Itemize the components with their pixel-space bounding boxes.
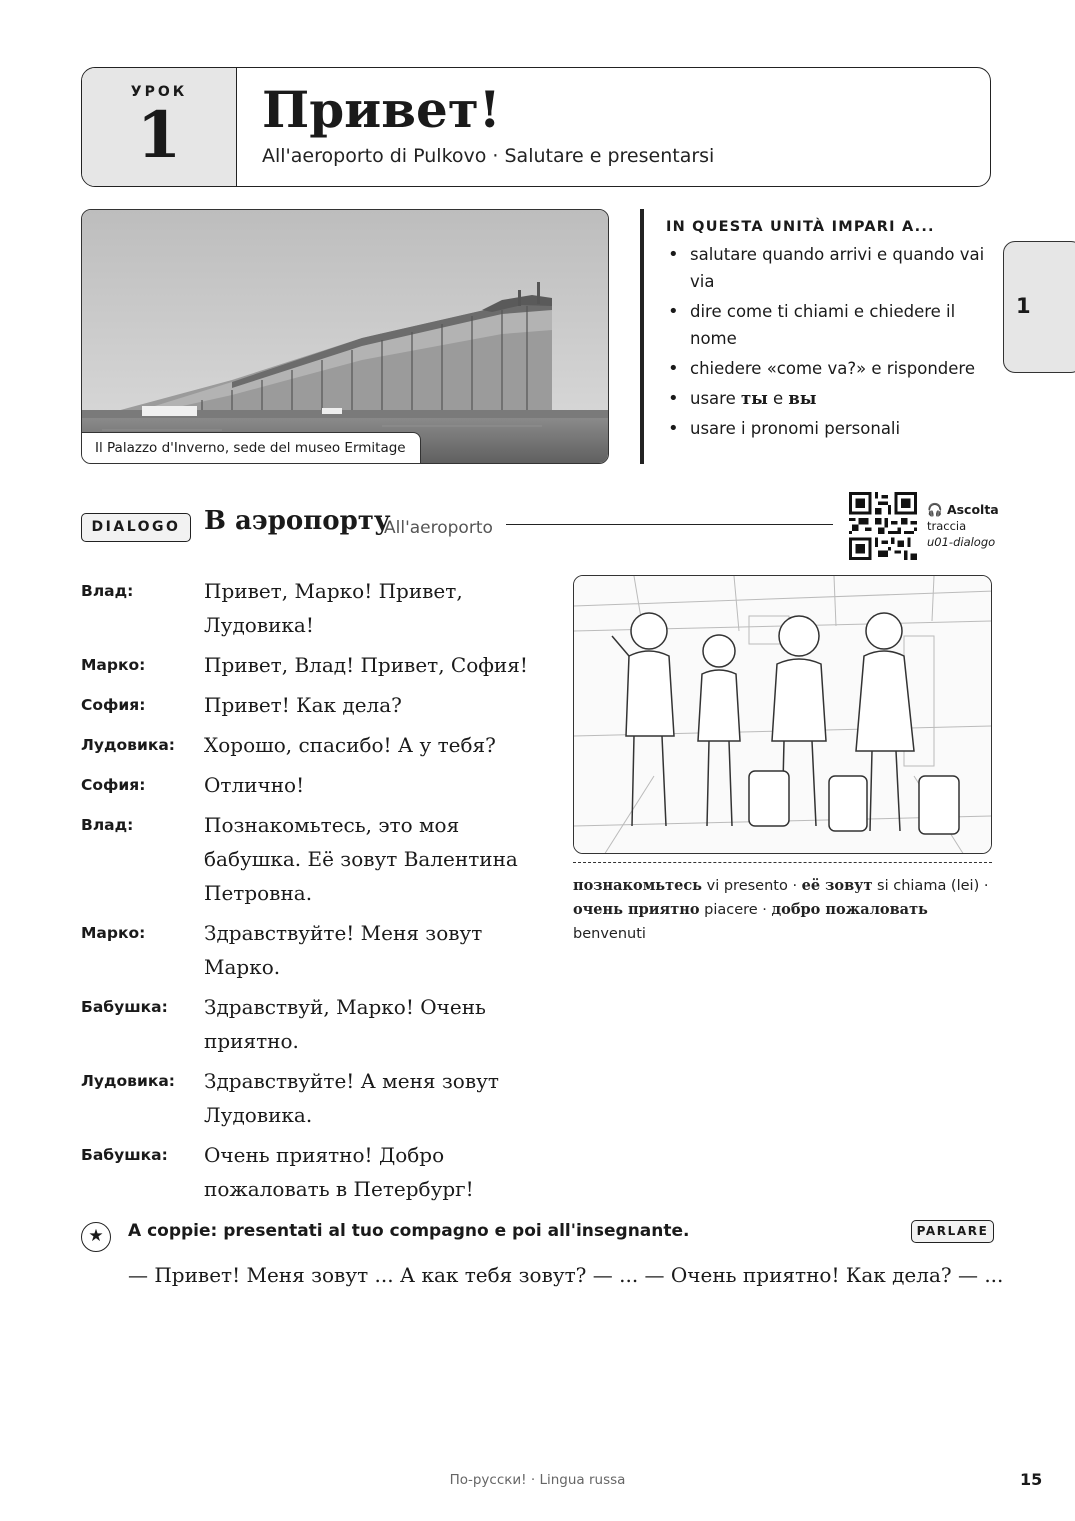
track-id: u01-dialogo <box>927 535 996 549</box>
objective-item: • chiedere «come va?» e rispondere <box>666 355 990 382</box>
dialogue-line: Хорошо, спасибо! А у тебя? <box>204 733 496 757</box>
speaker: Влад: <box>81 582 134 600</box>
exercise-instruction: A coppie: presentati al tuo compagno e poi all'insegnante. <box>128 1221 690 1241</box>
dialogue-subtitle: All'aeroporto <box>384 518 493 538</box>
dialogue-turn <box>81 1138 531 1206</box>
audio-track-info[interactable] <box>927 502 999 550</box>
winter-palace-image <box>82 210 609 464</box>
dialogue-line: Познакомьтесь, это моя бабушка. Её зовут Валентина Петровна. <box>204 813 518 905</box>
photo-caption: Il Palazzo d'Inverno, sede del museo Ermitage <box>82 432 421 463</box>
objective-item <box>666 385 990 412</box>
speaker: Бабушка: <box>81 998 168 1016</box>
objective-item: • dire come ti chiami e chiedere il nome <box>666 298 990 352</box>
glossary-divider <box>573 862 992 863</box>
objectives-box <box>640 209 990 464</box>
glossary-term: её зовут <box>801 877 873 894</box>
dialogue-turn <box>81 768 531 802</box>
speaker: София: <box>81 696 146 714</box>
dialogue-line: Здравствуйте! А меня зовут Лудовика. <box>204 1069 499 1127</box>
lesson-label: УРОК <box>130 84 188 100</box>
glossary: познакомьтесь vi presento · её зовут si chiama (lei) · очень приятно piacere · добро пожаловать benvenuti <box>573 877 989 942</box>
page-title: Привет! <box>262 80 501 139</box>
glossary-term: добро пожаловать <box>771 901 928 918</box>
dialogue <box>81 574 531 1212</box>
qr-code-icon[interactable] <box>849 492 917 560</box>
glossary-translation: vi presento <box>706 878 788 894</box>
glossary-translation: benvenuti <box>573 926 646 942</box>
chapter-side-tab <box>1003 241 1075 373</box>
star-icon: ★ <box>81 1222 111 1252</box>
dialogue-line: Привет! Как дела? <box>204 693 402 717</box>
dialogue-line: Отлично! <box>204 773 305 797</box>
dialogue-turn <box>81 648 531 682</box>
lesson-header <box>81 67 991 187</box>
glossary-translation: piacere <box>704 902 758 918</box>
section-divider <box>506 524 833 525</box>
lesson-number: 1 <box>136 98 182 173</box>
dialogue-line: Очень приятно! Добро пожаловать в Петербург! <box>204 1143 474 1201</box>
dialogue-turn <box>81 990 531 1058</box>
speaker: Марко: <box>81 924 146 942</box>
glossary-translation: si chiama (lei) <box>877 878 980 894</box>
speaker: София: <box>81 776 146 794</box>
objectives-list <box>666 241 990 442</box>
objectives-title: IN QUESTA UNITÀ IMPARI A... <box>666 219 935 235</box>
dialogue-title: В аэропорту <box>204 506 391 536</box>
dialogue-turn <box>81 574 531 642</box>
dialogue-line: Здравствуй, Марко! Очень приятно. <box>204 995 486 1053</box>
parlare-badge: PARLARE <box>911 1220 994 1243</box>
track-label: traccia <box>927 519 967 533</box>
glossary-term: очень приятно <box>573 901 700 918</box>
dialogue-turn <box>81 916 531 984</box>
dialogue-turn <box>81 728 531 762</box>
airport-illustration <box>573 575 992 854</box>
objective-text: usare <box>690 389 741 408</box>
headphones-icon: 🎧 <box>927 502 943 517</box>
speaker: Влад: <box>81 816 134 834</box>
objective-item: • usare i pronomi personali <box>666 415 990 442</box>
glossary-term: познакомьтесь <box>573 877 703 894</box>
objective-term: ты <box>740 389 768 408</box>
speaker: Лудовика: <box>81 1072 175 1090</box>
objective-term: вы <box>788 389 817 408</box>
practice-line: — Привет! Меня зовут ... А как тебя зовут? — ... — Очень приятно! Как дела? — ... <box>128 1263 1004 1287</box>
children-at-airport-image <box>574 576 992 854</box>
chapter-side-tab-number: 1 <box>1016 294 1031 318</box>
dialogue-turn <box>81 808 531 910</box>
speaker: Лудовика: <box>81 736 175 754</box>
objective-text: e <box>767 389 789 408</box>
page-number: 15 <box>1020 1470 1043 1489</box>
footer-text: По-русски! · Lingua russa <box>449 1472 626 1488</box>
dialogue-line: Привет, Марко! Привет, Лудовика! <box>204 579 463 637</box>
dialogue-line: Здравствуйте! Меня зовут Марко. <box>204 921 483 979</box>
winter-palace-photo <box>81 209 609 464</box>
objective-item: • salutare quando arrivi e quando vai via <box>666 241 990 295</box>
dialogue-turn <box>81 1064 531 1132</box>
speaker: Бабушка: <box>81 1146 168 1164</box>
dialogue-line: Привет, Влад! Привет, София! <box>204 653 528 677</box>
dialogue-turn <box>81 688 531 722</box>
speaker: Марко: <box>81 656 146 674</box>
lesson-number-box <box>82 68 237 186</box>
listen-label: Ascolta <box>946 502 999 517</box>
dialogo-badge: DIALOGO <box>81 513 191 542</box>
page-subtitle: All'aeroporto di Pulkovo · Salutare e presentarsi <box>262 145 715 167</box>
